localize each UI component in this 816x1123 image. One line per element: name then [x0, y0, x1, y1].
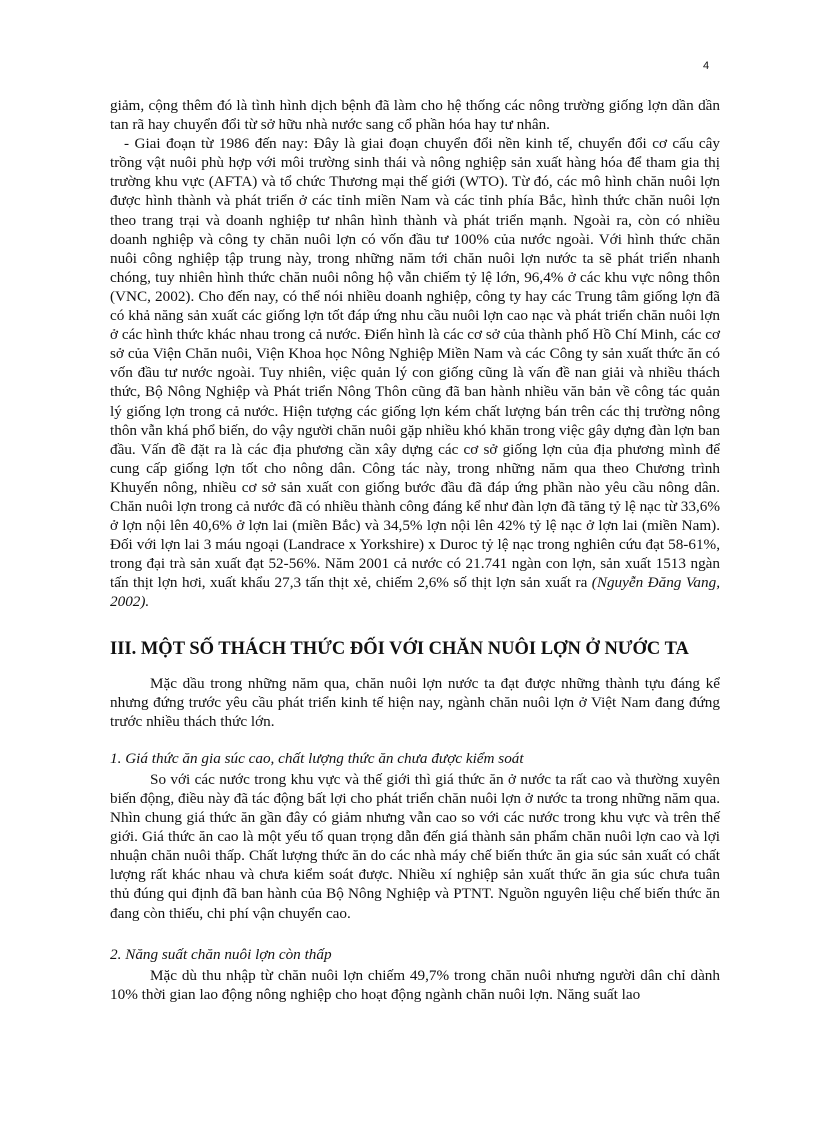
paragraph-continuation: giảm, cộng thêm đó là tình hình dịch bệnh đã làm cho hệ thống các nông trường giống lợn dần dần tan rã hay chuyển đổi từ sở hữu nhà nước sang cổ phần hóa hay tư nhân. [110, 97, 720, 134]
document-body [110, 96, 720, 1004]
page-number: 4 [703, 60, 710, 72]
subsection-heading-feed: 1. Giá thức ăn gia súc cao, chất lượng thức ăn chưa được kiểm soát [110, 749, 524, 767]
citation: (Nguyễn Đăng Vang, 2002). [110, 574, 720, 611]
paragraph-period-1986 [110, 134, 720, 611]
paragraph-feed: So với các nước trong khu vực và thế giới thì giá thức ăn ở nước ta rất cao và thường xuyên biến động, điều này đã tác động bất lợi cho phát triển chăn nuôi lợn ở nước ta trong những năm qua. Nhìn chung giá thức ăn gần đây có giảm nhưng vẫn cao so với các nước trong khu vực và trên thế giới. Giá thức ăn cao là một yếu tố quan trọng dẫn đến giá thành sản phẩm chăn nuôi lợn cao và lợi nhuận chăn nuôi thấp. Chất lượng thức ăn do các nhà máy chế biến thức ăn gia súc sản xuất có chất lượng rất khác nhau và chưa kiểm soát được. Nhiều xí nghiệp sản xuất thức ăn gia súc chưa tuân thủ đúng qui định đã ban hành của Bộ Nông Nghiệp và PTNT. Nguồn nguyên liệu chế biến thức ăn đang còn thiếu, chi phí vận chuyển cao. [110, 770, 720, 922]
subsection-heading-productivity: 2. Năng suất chăn nuôi lợn còn thấp [110, 945, 332, 963]
section-heading: III. MỘT SỐ THÁCH THỨC ĐỐI VỚI CHĂN NUÔI LỢN Ở NƯỚC TA [110, 638, 689, 659]
paragraph-intro-challenges: Mặc dầu trong những năm qua, chăn nuôi lợn nước ta đạt được những thành tựu đáng kể nhưng đứng trước yêu cầu phát triển kinh tế hiện nay, ngành chăn nuôi lợn ở Việt Nam đang đứng trước nhiều thách thức lớn. [110, 674, 720, 730]
paragraph-text: - Giai đoạn từ 1986 đến nay: Đây là giai đoạn chuyển đổi nền kinh tế, chuyển đổi cơ cấu cây trồng vật nuôi phù hợp với môi trường sinh thái và nông nghiệp sản xuất hàng hóa để tham gia thị trường khu vực (AFTA) và tổ chức Thương mại thế giới (WTO). Từ đó, các mô hình chăn nuôi lợn được hình thành và phát triển ở các tỉnh miền Nam và các tỉnh phía Bắc, hình thức chăn nuôi lợn theo trang trại và doanh nghiệp tư nhân hình thành và phát triển mạnh. Ngoài ra, còn có nhiều doanh nghiệp và công ty chăn nuôi lợn có vốn đầu tư 100% của nước ngoài. Với hình thức chăn nuôi công nghiệp tập trung này, trong những năm tới chăn nuôi lợn nước ta sẽ phát triển nhanh chóng, tuy nhiên hình thức chăn nuôi nông hộ vẫn chiếm tỷ lệ lớn, 96,4% ở các khu vực nông thôn (VNC, 2002). Cho đến nay, có thể nói nhiều doanh nghiệp, công ty hay các Trung tâm giống lợn đã có khả năng sản xuất các giống lợn tốt đáp ứng nhu cầu nuôi lợn cao nạc và phát triển chăn nuôi lợn ở các hình thức khác nhau trong cả nước. Điển hình là các cơ sở của thành phố Hồ Chí Minh, các cơ sở của Viện Chăn nuôi, Viện Khoa học Nông Nghiệp Miền Nam và các Công ty sản xuất thức ăn có vốn đầu tư nước ngoài. Tuy nhiên, việc quản lý con giống cũng là vấn đề nan giải và nhiều thách thức, Bộ Nông Nghiệp và Phát triển Nông Thôn cũng đã ban hành nhiều văn bản về công tác quản lý giống lợn trong cả nước. Hiện tượng các giống lợn kém chất lượng bán trên các thị trường nông thôn vẫn khá phổ biến, do vậy người chăn nuôi gặp nhiều khó khăn trong việc gây dựng đàn lợn ban đầu. Vấn đề đặt ra là các địa phương cần xây dựng các cơ sở giống lợn của địa phương mình để cung cấp giống lợn tốt cho nông dân. Công tác này, trong những năm qua theo Chương trình Khuyến nông, nhiều cơ sở sản xuất con giống bước đầu đã đáp ứng phần nào yêu cầu nông dân. Chăn nuôi lợn trong cả nước đã có nhiều thành công đáng kể như đàn lợn đã tăng tỷ lệ nạc từ 33,6% ở lợn nội lên 40,6% ở lợn lai (miền Bắc) và 34,5% lợn nội lên 42% tỷ lệ nạc ở lợn lai (miền Nam). Đối với lợn lai 3 máu ngoại (Landrace x Yorkshire) x Duroc tỷ lệ nạc trong nghiên cứu đạt 58-61%, trong đại trà sản xuất đạt 52-56%. Năm 2001 cả nước có 21.741 ngàn con lợn, sản xuất 1513 ngàn tấn thịt lợn hơi, xuất khẩu 27,3 tấn thịt xẻ, chiếm 2,6% số thịt lợn sản xuất ra [110, 135, 720, 592]
paragraph-productivity: Mặc dù thu nhập từ chăn nuôi lợn chiếm 49,7% trong chăn nuôi nhưng người dân chỉ dành 10% thời gian lao động nông nghiệp cho hoạt động ngành chăn nuôi lợn. Năng suất lao [110, 966, 720, 1003]
